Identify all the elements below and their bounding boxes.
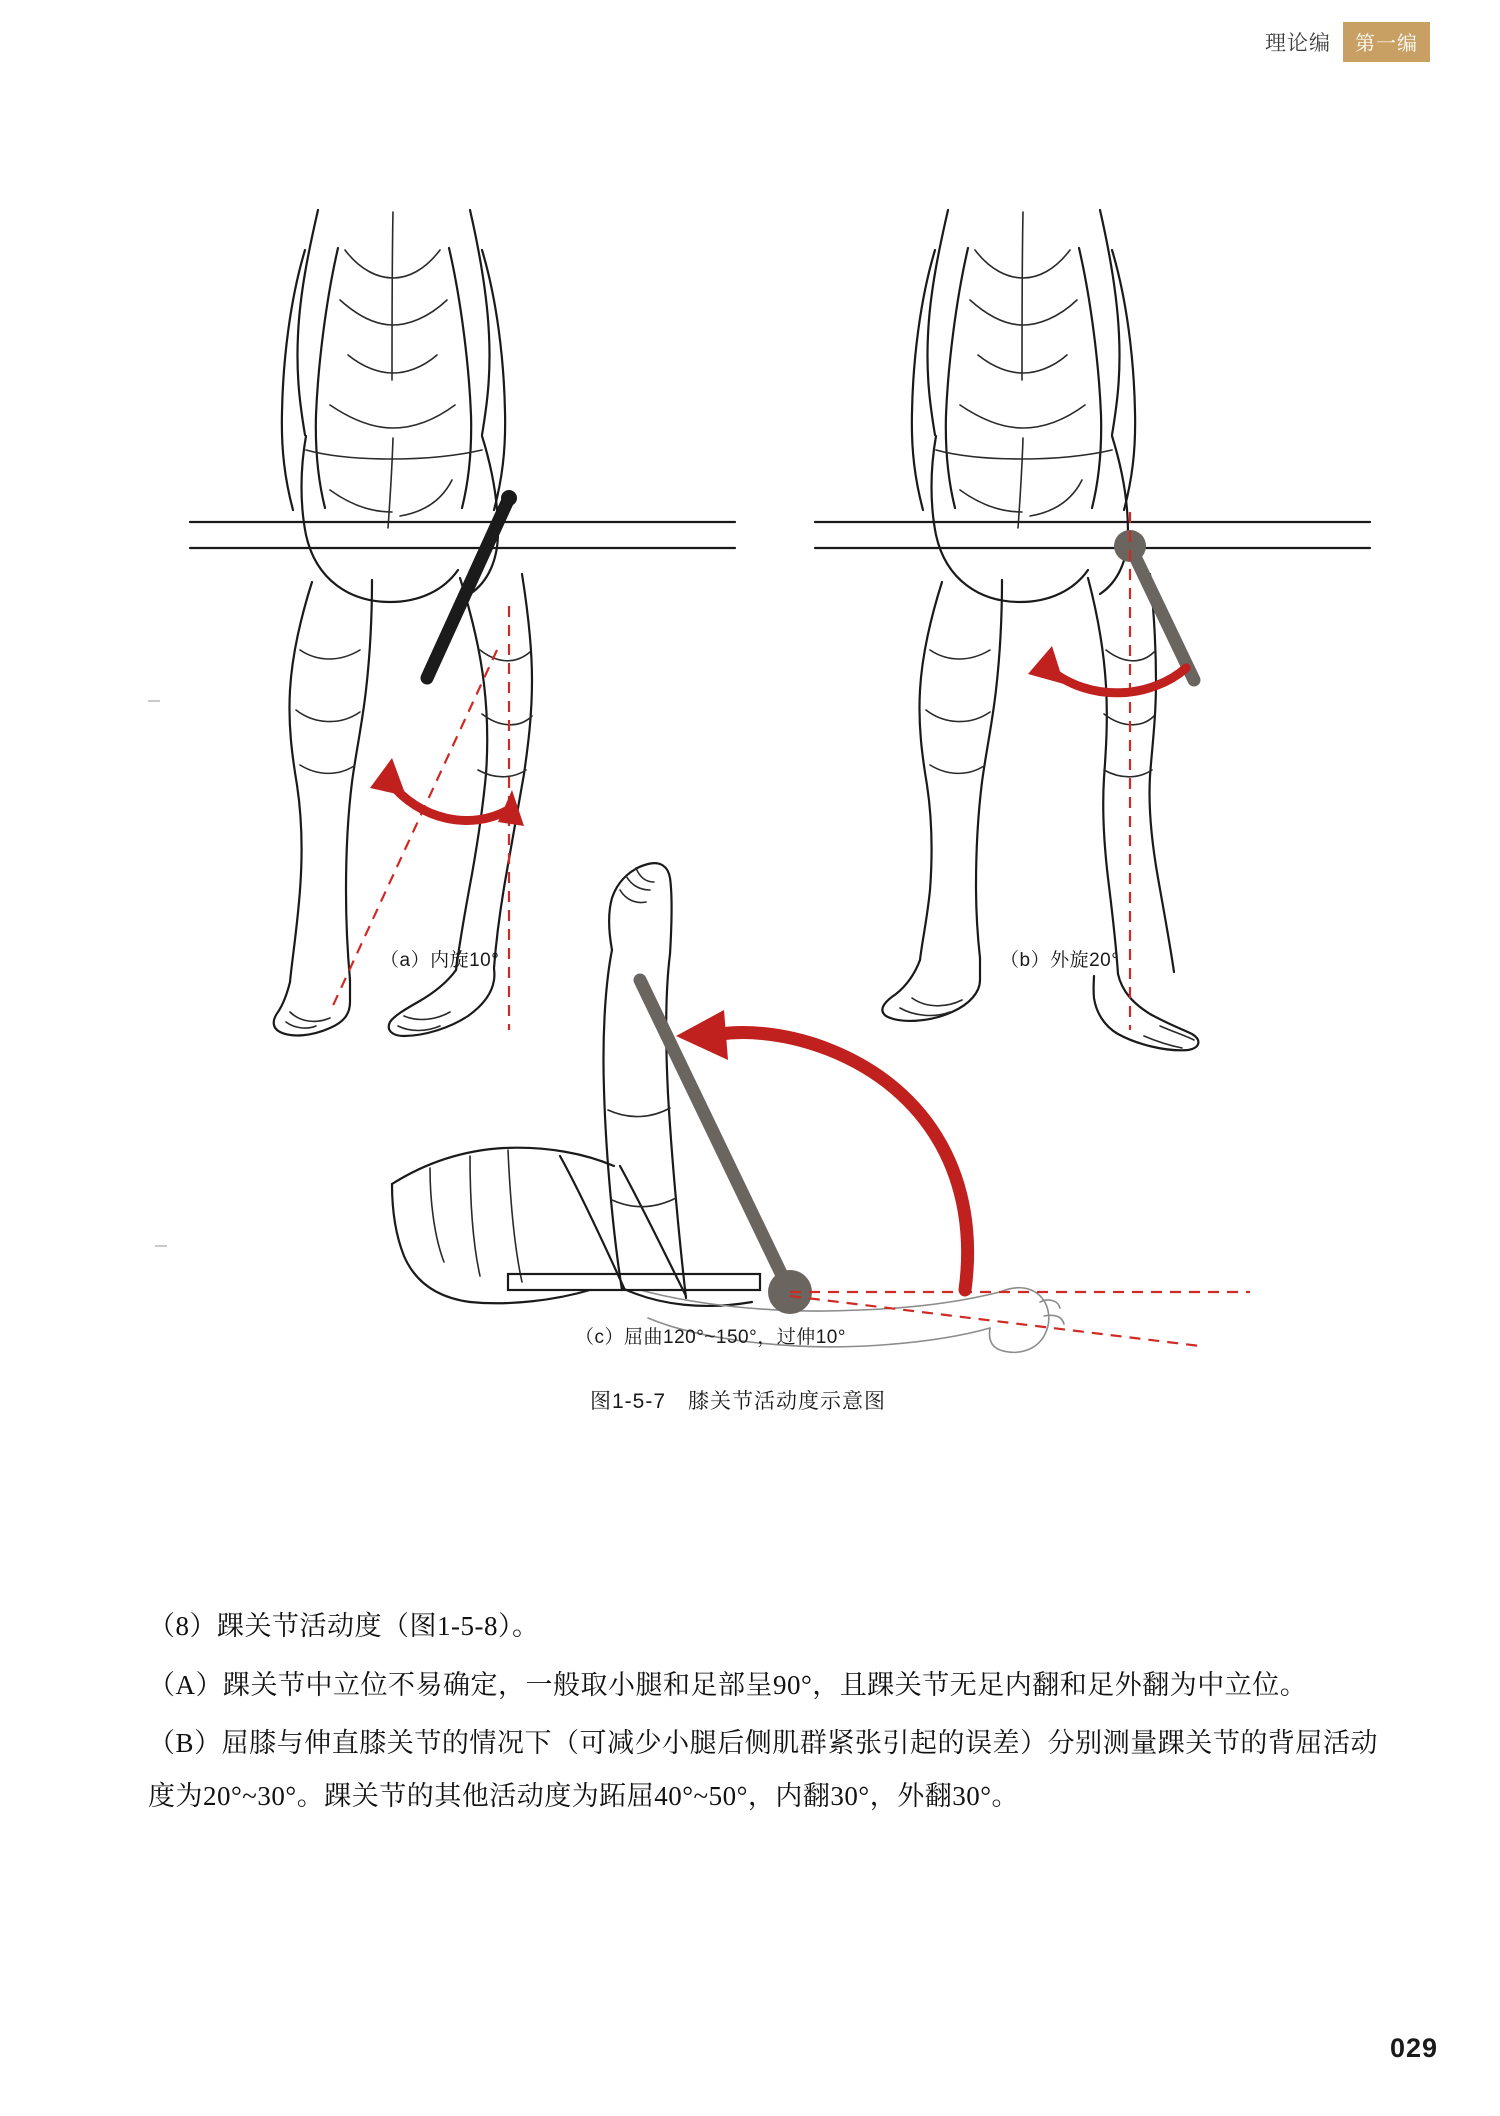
caption-c: （c）屈曲120°~150°，过伸10°: [575, 1327, 846, 1348]
rotation-arrow-a: [370, 758, 524, 826]
figure-b-external-rotation: [815, 210, 1370, 1050]
page-number: 029: [1389, 2033, 1438, 2063]
paragraph-8: （8）踝关节活动度（图1-5-8）。: [148, 1611, 540, 1641]
goniometer-arm-a: [427, 490, 517, 678]
torso-a: [282, 210, 505, 510]
paragraph-a: （A）踝关节中立位不易确定，一般取小腿和足部呈90°，且踝关节无足内翻和足外翻为中立位。: [148, 1669, 1308, 1700]
body-text: [148, 1600, 1378, 1829]
left-leg-b: [882, 580, 1002, 1021]
reference-axes-c: [790, 1292, 1250, 1346]
table-edge-b: [815, 522, 1370, 548]
shorts-b: [932, 436, 1129, 602]
header-section-tag: 第一编: [1343, 22, 1430, 62]
figure-a-internal-rotation: [190, 210, 735, 1036]
header-section-label: 理论编: [1265, 32, 1331, 55]
caption-a: （a）内旋10°: [380, 950, 500, 971]
figure-1-5-7: [0, 150, 1500, 1550]
left-leg-a: [274, 580, 372, 1035]
caption-b: （b）外旋20°: [1000, 950, 1120, 971]
flexed-leg: [560, 863, 752, 1306]
page-header: [1265, 22, 1430, 62]
paragraph-b: （B）屈膝与伸直膝关节的情况下（可减少小腿后侧肌群紧张引起的误差）分别测量踝关节的背屈活动度为20°~30°。踝关节的其他活动度为跖屈40°~50°，内翻30°，外翻30°。: [148, 1728, 1378, 1811]
figure-caption: 图1-5-7 膝关节活动度示意图: [590, 1390, 887, 1413]
table-edge-a: [190, 522, 735, 548]
goniometer-arm-b: [1114, 530, 1194, 680]
torso-b: [912, 210, 1135, 510]
figure-c-flexion-extension: [392, 863, 1250, 1352]
supine-body: [392, 1148, 614, 1304]
